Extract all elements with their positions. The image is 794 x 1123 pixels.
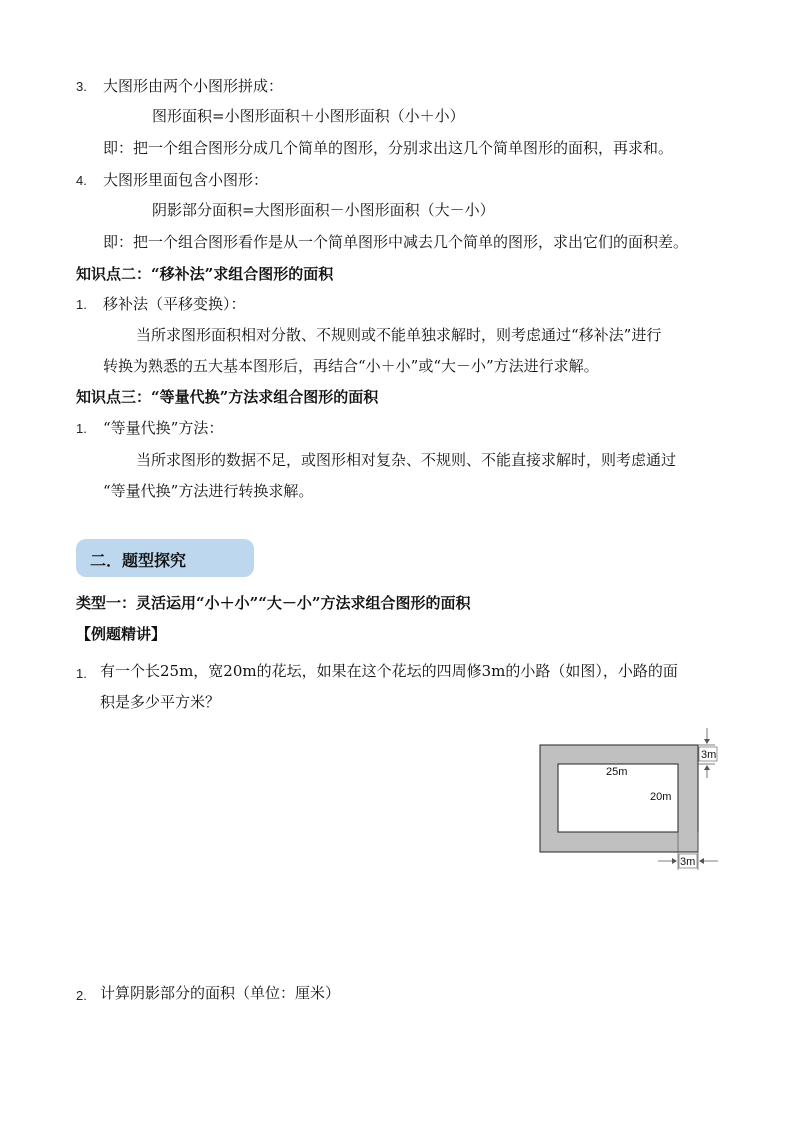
item-heading: “等量代换”方法： bbox=[103, 419, 224, 437]
paragraph-line: “等量代换”方法进行转换求解。 bbox=[103, 482, 314, 500]
question-text: 计算阴影部分的面积（单位：厘米） bbox=[100, 984, 341, 1002]
type-title: 类型一：灵活运用“小＋小”“大－小”方法求组合图形的面积 bbox=[76, 594, 471, 612]
section-title: 知识点二：“移补法”求组合图形的面积 bbox=[76, 265, 334, 283]
question-number: 2. bbox=[76, 988, 87, 1003]
item-heading: 大图形里面包含小图形： bbox=[103, 171, 269, 189]
section-banner bbox=[76, 539, 254, 577]
garden-path-figure bbox=[530, 722, 730, 874]
arrow-right-icon bbox=[672, 858, 677, 864]
arrow-down-icon bbox=[704, 739, 710, 744]
explanation: 即：把一个组合图形看作是从一个简单图形中减去几个简单的图形，求出它们的面积差。 bbox=[103, 233, 689, 251]
explanation: 即：把一个组合图形分成几个简单的图形，分别求出这几个简单图形的面积，再求和。 bbox=[103, 139, 674, 157]
arrow-left-icon bbox=[699, 858, 704, 864]
item-number: 1. bbox=[76, 421, 87, 436]
example-label: 【例题精讲】 bbox=[76, 625, 167, 643]
question-number: 1. bbox=[76, 666, 87, 681]
arrow-up-icon bbox=[704, 765, 710, 770]
question-text: 积是多少平方米？ bbox=[100, 693, 221, 711]
item-number: 3. bbox=[76, 79, 87, 94]
dimension-label-width: 20m bbox=[650, 791, 672, 803]
item-number: 4. bbox=[76, 173, 87, 188]
paragraph-line: 当所求图形的数据不足，或图形相对复杂、不规则、不能直接求解时，则考虑通过 bbox=[136, 451, 677, 469]
paragraph-line: 当所求图形面积相对分散、不规则或不能单独求解时，则考虑通过“移补法”进行 bbox=[136, 326, 662, 344]
formula: 图形面积=小图形面积＋小图形面积（小＋小） bbox=[152, 107, 465, 125]
formula: 阴影部分面积=大图形面积－小图形面积（大－小） bbox=[152, 201, 495, 219]
dimension-label-top: 3m bbox=[701, 749, 717, 761]
dimension-label-length: 25m bbox=[606, 766, 628, 778]
question-text: 有一个长25m，宽20m的花坛，如果在这个花坛的四周修3m的小路（如图），小路的面 bbox=[100, 662, 678, 680]
item-number: 1. bbox=[76, 297, 87, 312]
paragraph-line: 转换为熟悉的五大基本图形后，再结合“小＋小”或“大－小”方法进行求解。 bbox=[103, 357, 599, 375]
section-banner-label: 二．题型探究 bbox=[90, 551, 187, 570]
item-heading: 大图形由两个小图形拼成： bbox=[103, 77, 284, 95]
dimension-label-bottom: 3m bbox=[680, 856, 696, 868]
section-title: 知识点三：“等量代换”方法求组合图形的面积 bbox=[76, 388, 379, 406]
item-heading: 移补法（平移变换）： bbox=[103, 295, 246, 313]
